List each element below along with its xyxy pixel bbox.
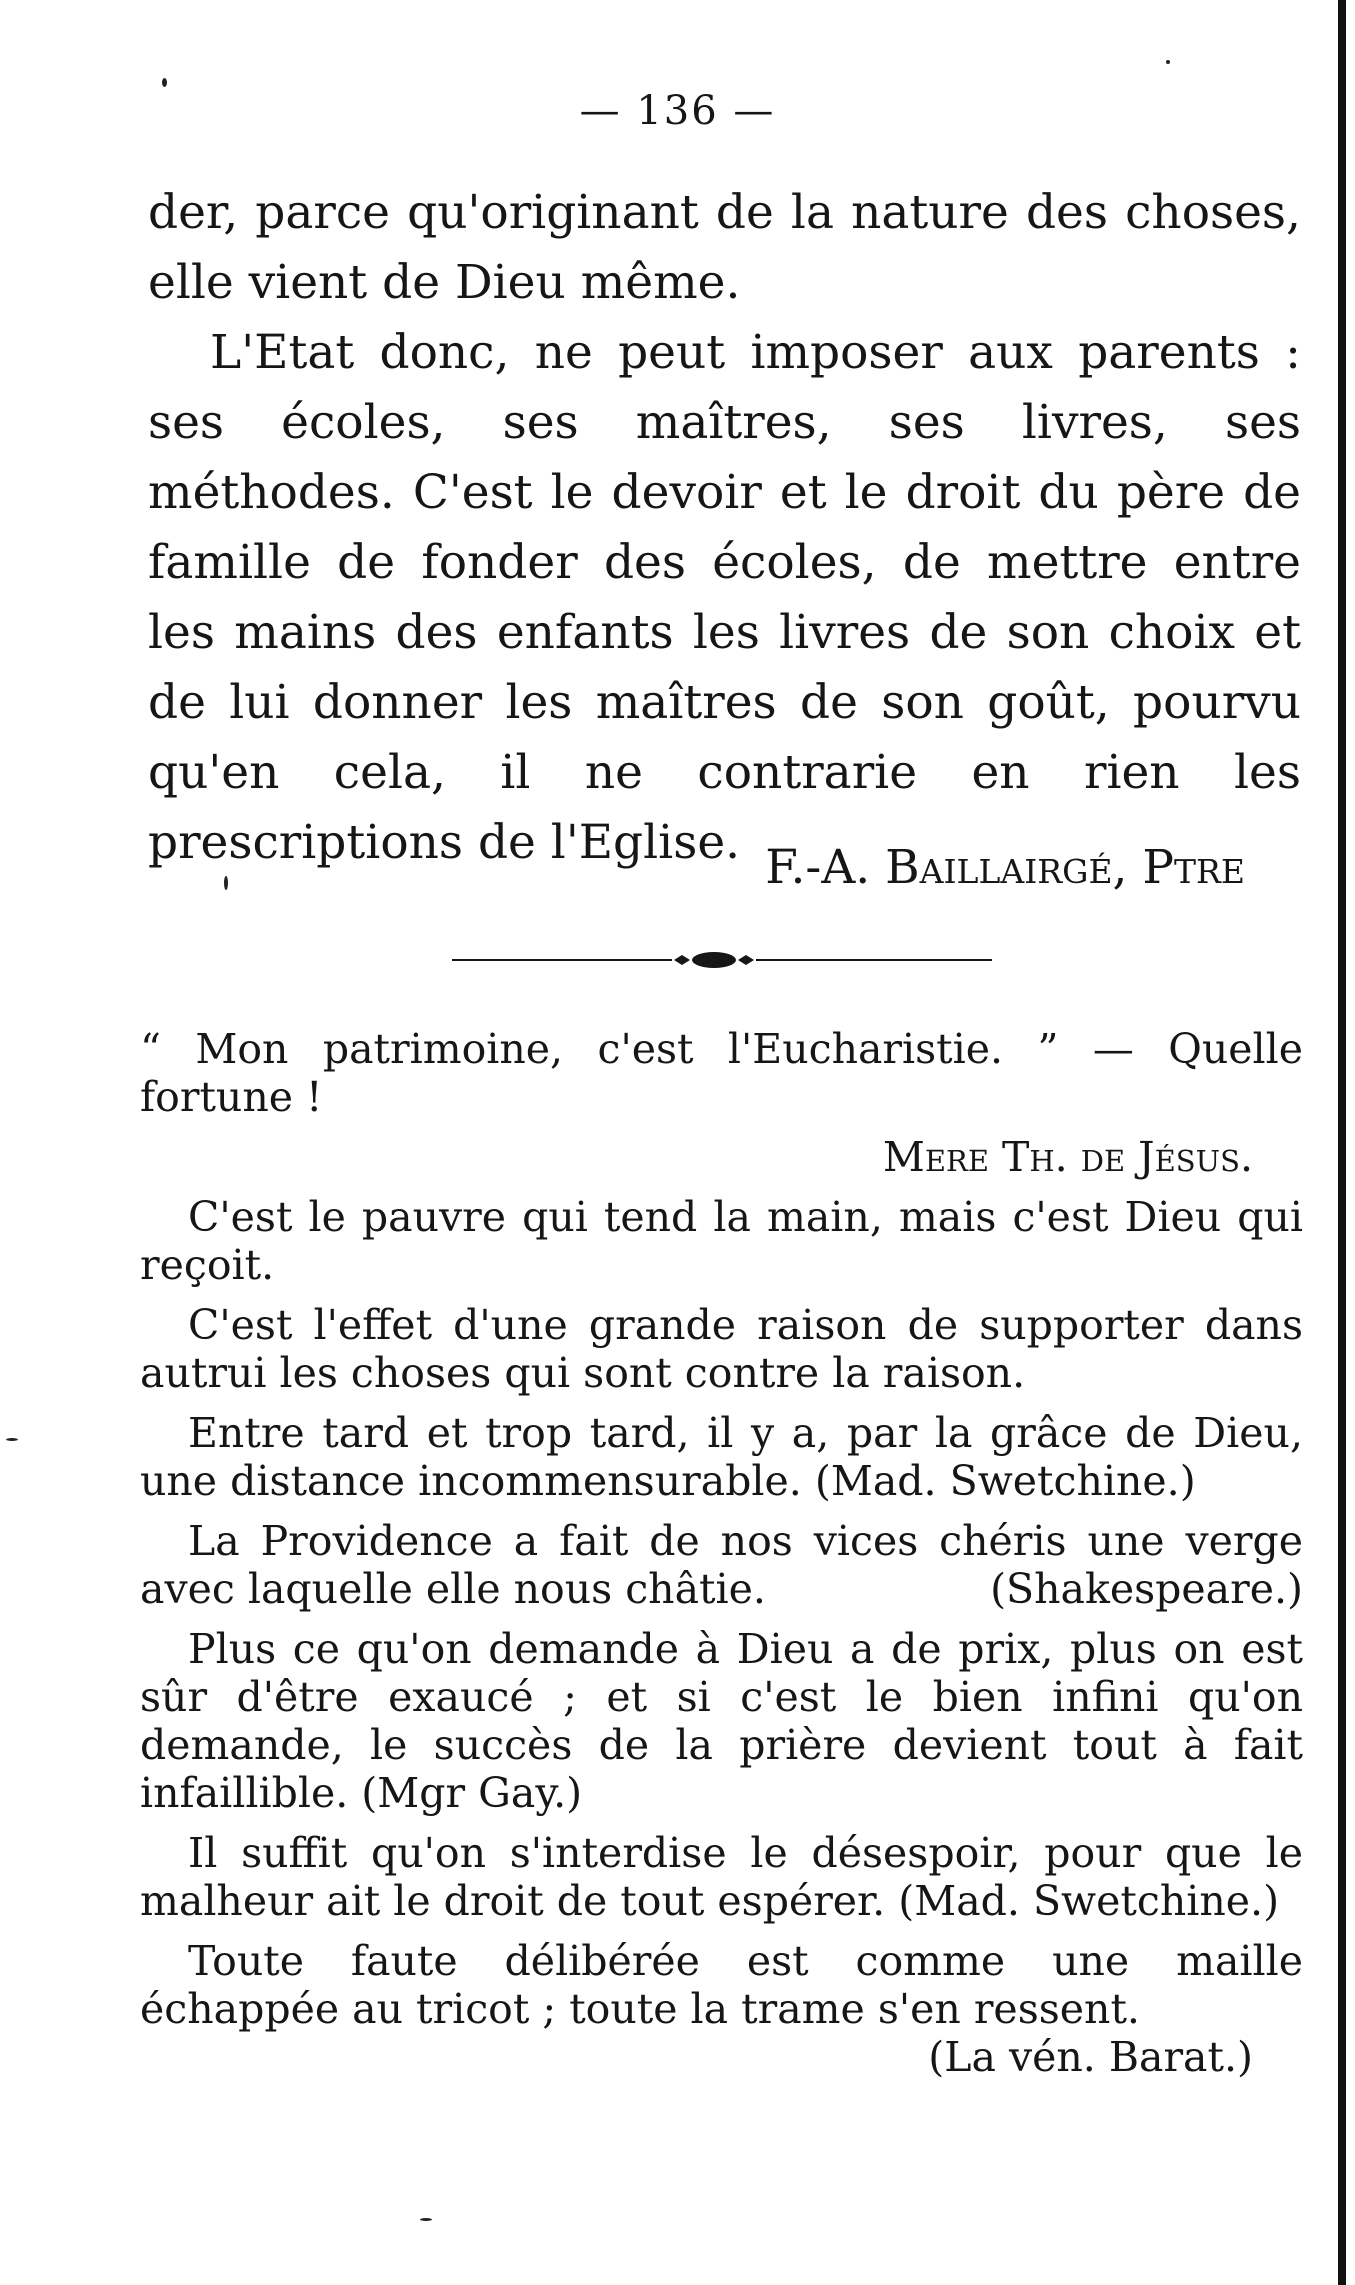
quote-attribution: (Mad. Swetchine.) <box>814 1457 1196 1505</box>
quote-text: C'est l'effet d'une grande raison de supporter dans autrui les choses qui sont contre la raison. <box>140 1301 1303 1397</box>
quote-attribution: Mere Th. de Jésus. <box>882 1133 1253 1181</box>
quote-attribution: (Shakespeare.) <box>990 1565 1303 1613</box>
ink-speck <box>420 2218 432 2221</box>
quote-text: C'est le pauvre qui tend la main, mais c'est Dieu qui reçoit. <box>140 1193 1303 1289</box>
ink-speck <box>1166 60 1170 64</box>
quotations-list <box>140 1025 1303 2081</box>
quote <box>140 1193 1303 1289</box>
quote-attribution: (Mad. Swetchine.) <box>898 1877 1280 1925</box>
quote-text: “ Mon patrimoine, c'est l'Eucharistie. ” — Quelle fortune ! <box>140 1025 1303 1121</box>
quote <box>140 1301 1303 1397</box>
quote-text: La Providence a fait de nos vices chéris une verge avec laquelle elle nous châtie. <box>140 1517 1303 1613</box>
paragraph: L'Etat donc, ne peut imposer aux parents : ses écoles, ses maîtres, ses livres, ses méthodes. C'est le devoir et le droit du père de famille de fonder des écoles, de mettre entre les mains des enfants les livres de son choix et de lui donner les maîtres de son goût, pourvu qu'en cela, il ne contrarie en rien les prescriptions de l'Eglise. <box>148 325 1301 870</box>
quote-text: Toute faute délibérée est comme une maille échappée au tricot ; toute la trame s'en ressent. <box>140 1937 1303 2033</box>
quote-text: Il suffit qu'on s'interdise le désespoir, pour que le malheur ait le droit de tout espérer. <box>140 1829 1303 1925</box>
quote <box>140 1937 1303 2033</box>
signature: F.-A. Baillairgé, Ptre <box>765 840 1245 895</box>
quote-text: Entre tard et trop tard, il y a, par la grâce de Dieu, une distance incommensurable. <box>140 1409 1303 1505</box>
quote-attribution: (Mgr Gay.) <box>361 1769 583 1817</box>
page-number: — 136 — <box>579 88 776 134</box>
quote <box>140 1517 1303 1613</box>
quote-attribution: (La vén. Barat.) <box>928 2033 1253 2081</box>
ornament-divider <box>452 940 992 980</box>
body-text <box>148 178 1301 878</box>
quote <box>140 1829 1303 1925</box>
page-edge-rule <box>1338 0 1346 2285</box>
ink-speck <box>6 1438 18 1441</box>
quote <box>140 1625 1303 1817</box>
quote <box>140 1409 1303 1505</box>
quote-text: Plus ce qu'on demande à Dieu a de prix, plus on est sûr d'être exaucé ; et si c'est le bien infini qu'on demande, le succès de la prière devient tout à fait infaillible. <box>140 1625 1303 1817</box>
quote <box>140 1025 1303 1121</box>
paragraph: der, parce qu'originant de la nature des choses, elle vient de Dieu même. <box>148 185 1301 310</box>
ink-speck <box>162 78 167 87</box>
